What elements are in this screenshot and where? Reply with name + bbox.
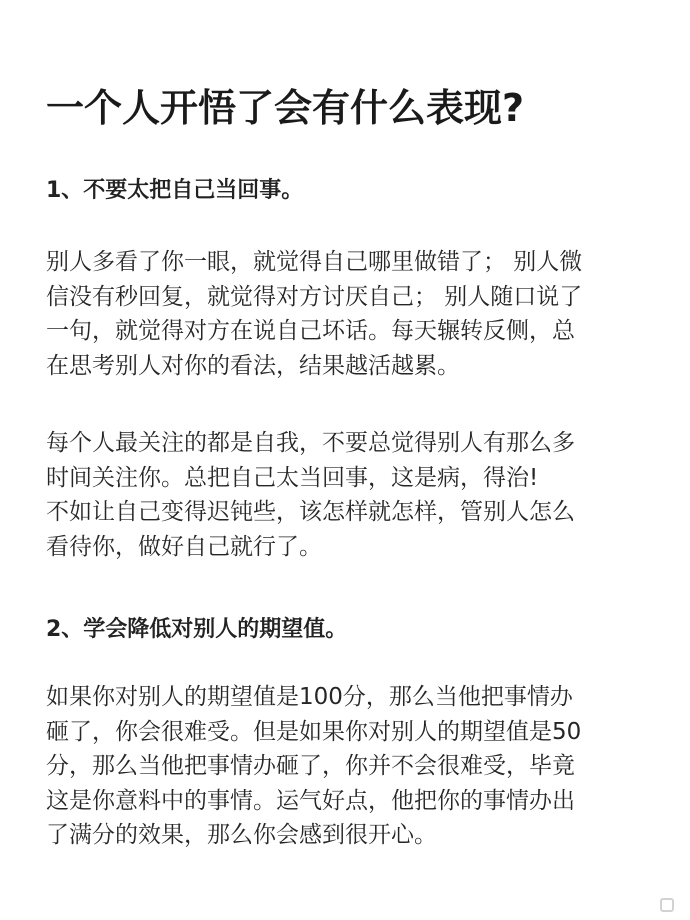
section-1-paragraph-2 [46, 426, 575, 564]
text-line: 时间关注你。总把自己太当回事，这是病，得治! [46, 464, 539, 491]
text-line: 一句，就觉得对方在说自己坏话。每天辗转反侧，总 [46, 318, 575, 344]
text-line: 信没有秒回复，就觉得对方讨厌自己； 别人随口说了 [46, 283, 583, 310]
watermark [660, 898, 674, 912]
text-line: 每个人最关注的都是自我，不要总觉得别人有那么多 [46, 430, 575, 456]
text-line: 看待你，做好自己就行了。 [46, 533, 322, 560]
text-line: 不如让自己变得迟钝些，该怎样就怎样，管别人怎么 [46, 499, 575, 525]
text-line: 如果你对别人的期望值是100分，那么当他把事情办 [46, 684, 573, 710]
section-heading-1: 1、不要太把自己当回事。 [46, 178, 304, 203]
text-line: 了满分的效果，那么你会感到很开心。 [46, 822, 437, 848]
text-line: 砸了，你会很难受。但是如果你对别人的期望值是50 [46, 718, 582, 745]
text-line: 在思考别人对你的看法，结果越活越累。 [46, 352, 460, 379]
section-2-paragraph-1 [46, 680, 581, 853]
section-1-paragraph-1 [46, 245, 582, 383]
text-line: 这是你意料中的事情。运气好点，他把你的事情办出 [46, 787, 575, 814]
text-line: 别人多看了你一眼，就觉得自己哪里做错了； 别人微 [46, 249, 583, 275]
text-line: 分，那么当他把事情办砸了，你并不会很难受，毕竟 [46, 753, 575, 779]
section-heading-2: 2、学会降低对别人的期望值。 [46, 617, 348, 642]
watermark-logo-icon [660, 898, 674, 912]
article-title: 一个人开悟了会有什么表现? [46, 86, 525, 130]
